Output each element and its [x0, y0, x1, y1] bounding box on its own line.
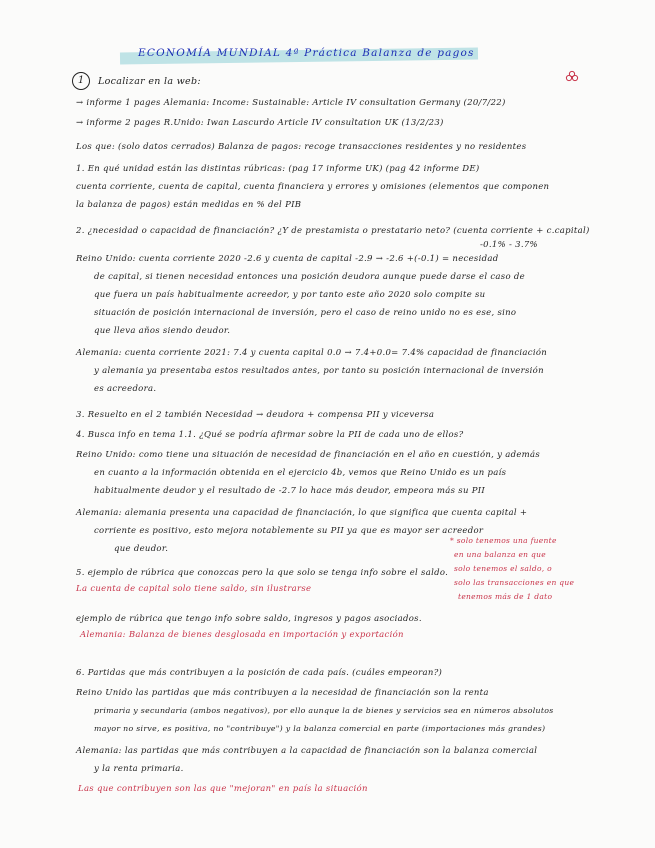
text-line: 2. ¿necesidad o capacidad de financiación? ¿Y de prestamista o prestatario neto? (cuenta corriente + c.capital): [76, 226, 590, 236]
section-number: 1: [72, 72, 90, 90]
text-line: ejemplo de rúbrica que tengo info sobre saldo, ingresos y pagos asociados.: [76, 614, 422, 624]
page-title: ECONOMÍA MUNDIAL 4ª Práctica Balanza de pagos: [138, 47, 475, 59]
text-line: → informe 1 pages Alemania: Income: Sustainable: Article IV consultation Germany (20/7/22): [76, 98, 506, 108]
text-line: que fuera un país habitualmente acreedor, y por tanto este año 2020 solo compite su: [94, 290, 486, 300]
text-line: Alemania: las partidas que más contribuyen a la capacidad de financiación son la balanza comercial: [76, 746, 538, 756]
text-line: que lleva años siendo deudor.: [94, 326, 231, 336]
margin-note: * solo tenemos una fuente: [450, 536, 557, 545]
text-line: -0.1% - 3.7%: [480, 240, 538, 250]
text-line: primaria y secundaria (ambos negativos), por ello aunque la de bienes y servicios sea en números absolutos: [94, 706, 554, 715]
text-line: cuenta corriente, cuenta de capital, cuenta financiera y errores y omisiones (elementos que componen: [76, 182, 550, 192]
text-line: Alemania: Balanza de bienes desglosada en importación y exportación: [80, 630, 404, 640]
text-line: Localizar en la web:: [98, 76, 201, 87]
margin-note: solo tenemos el saldo, o: [454, 564, 552, 573]
text-line: → informe 2 pages R.Unido: Iwan Lascurdo Article IV consultation UK (13/2/23): [76, 118, 444, 128]
text-line: Alemania: alemania presenta una capacidad de financiación, lo que significa que cuenta capital +: [76, 508, 528, 518]
text-line: Reino Unido: como tiene una situación de necesidad de financiación en el año en cuestión, y además: [76, 450, 541, 460]
text-line: corriente es positivo, esto mejora notablemente su PII ya que es mayor ser acreedor: [94, 526, 484, 536]
text-line: Reino Unido: cuenta corriente 2020 -2.6 y cuenta de capital -2.9 → -2.6 +(-0.1) = necesidad: [76, 254, 499, 264]
text-line: 4. Busca info en tema 1.1. ¿Qué se podría afirmar sobre la PII de cada uno de ellos?: [76, 430, 464, 440]
text-line: Alemania: cuenta corriente 2021: 7.4 y cuenta capital 0.0 → 7.4+0.0= 7.4% capacidad de financiación: [76, 348, 548, 358]
text-line: en cuanto a la información obtenida en el ejercicio 4b, vemos que Reino Unido es un país: [94, 468, 507, 478]
text-line: situación de posición internacional de inversión, pero el caso de reino unido no es ese, sino: [94, 308, 517, 318]
text-line: mayor no sirve, es positiva, no "contribuye") y la balanza comercial en parte (importaciones más grandes): [94, 724, 546, 733]
margin-note: solo las transacciones en que: [454, 578, 575, 587]
text-line: Reino Unido las partidas que más contribuyen a la necesidad de financiación son la renta: [76, 688, 489, 698]
text-line: que deudor.: [114, 544, 169, 554]
text-line: 5. ejemplo de rúbrica que conozcas pero la que solo se tenga info sobre el saldo.: [76, 568, 449, 578]
text-line: Las que contribuyen son las que "mejoran" en país la situación: [78, 784, 368, 794]
margin-note: en una balanza en que: [454, 550, 546, 559]
text-line: de capital, si tienen necesidad entonces una posición deudora aunque puede darse el caso de: [94, 272, 525, 282]
text-line: 3. Resuelto en el 2 también Necesidad → deudora + compensa PII y viceversa: [76, 410, 435, 420]
text-line: 1. En qué unidad están las distintas rúbricas: (pag 17 informe UK) (pag 42 informe DE): [76, 164, 480, 174]
text-line: es acreedora.: [94, 384, 157, 394]
text-line: 6. Partidas que más contribuyen a la posición de cada país. (cuáles empeoran?): [76, 668, 443, 678]
text-line: la balanza de pagos) están medidas en % del PIB: [76, 200, 302, 210]
text-line: y la renta primaria.: [94, 764, 184, 774]
text-line: y alemania ya presentaba estos resultados antes, por tanto su posición internacional de inversión: [94, 366, 544, 376]
text-line: Los que: (solo datos cerrados) Balanza de pagos: recoge transacciones residentes y no residentes: [76, 142, 527, 152]
text-line: habitualmente deudor y el resultado de -2.7 lo hace más deudor, empeora más su PII: [94, 486, 486, 496]
flower-stamp-icon: [565, 70, 579, 84]
margin-note: tenemos más de 1 dato: [458, 592, 553, 601]
text-line: La cuenta de capital solo tiene saldo, sin ilustrarse: [76, 584, 312, 594]
